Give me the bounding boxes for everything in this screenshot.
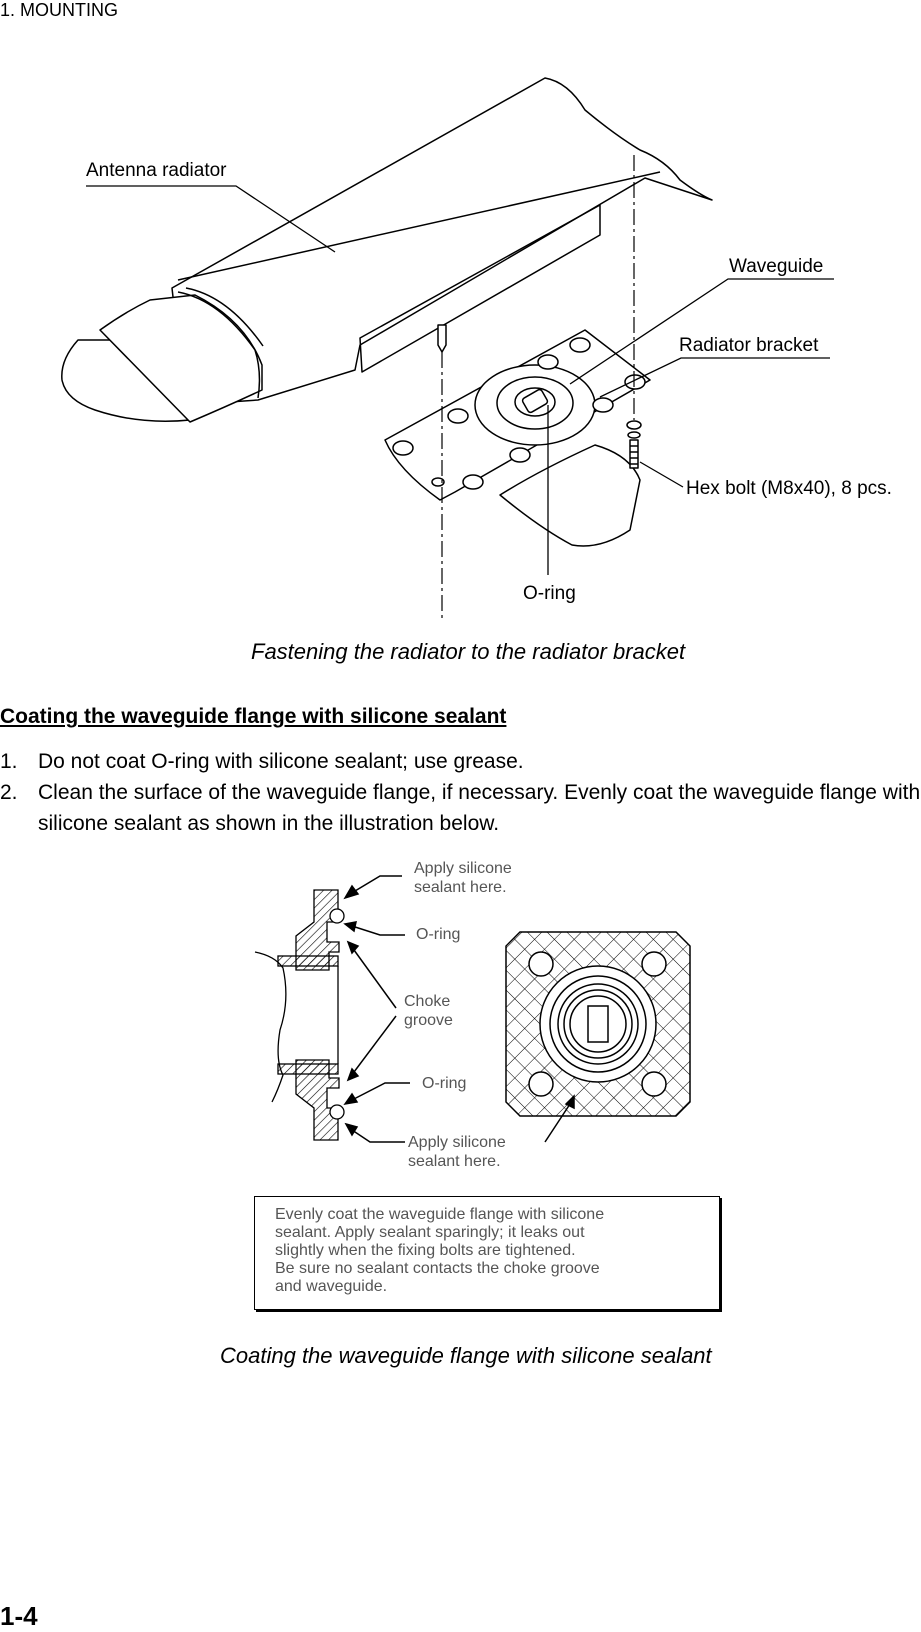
label-antenna-radiator: Antenna radiator: [86, 160, 227, 181]
arrow-choke-bottom: [354, 1016, 396, 1072]
step-2: [0, 777, 921, 839]
running-header: 1. MOUNTING: [0, 0, 119, 20]
label-apply-top-line1: Apply silicone: [414, 860, 512, 877]
step-2-text: Clean the surface of the waveguide flange, if necessary. Evenly coat the waveguide flange with silicone sealant as shown in the illustration below.: [38, 781, 921, 835]
arrow-o-ring-bottom: [352, 1083, 410, 1100]
label-apply-top: [414, 859, 512, 897]
o-ring-top-section: [330, 909, 344, 923]
note-line: slightly when the fixing bolts are tightened.: [275, 1242, 576, 1259]
note-box: [254, 1196, 720, 1310]
label-o-ring-top: O-ring: [416, 926, 461, 943]
radiator-mounting-illustration: [0, 0, 921, 640]
step-1-text: Do not coat O-ring with silicone sealant; use grease.: [38, 750, 524, 773]
label-o-ring: O-ring: [523, 583, 576, 604]
note-text: [275, 1206, 705, 1296]
label-apply-bottom: [408, 1133, 506, 1171]
step-2-number: 2.: [0, 781, 18, 804]
label-choke-line1: Choke: [404, 993, 451, 1010]
label-o-ring-bottom: O-ring: [422, 1075, 467, 1092]
arrow-o-ring-top: [352, 926, 405, 935]
label-choke-groove: [404, 992, 453, 1030]
note-line: and waveguide.: [275, 1278, 388, 1295]
section-title: Coating the waveguide flange with silicone sealant: [0, 705, 507, 728]
leader-hex-bolt: [640, 462, 683, 487]
arrow-choke-top: [354, 950, 396, 1008]
step-1: [0, 746, 921, 777]
hex-bolt: [627, 421, 641, 468]
label-apply-bottom-line2: sealant here.: [408, 1153, 501, 1170]
arrow-apply-top: [350, 876, 402, 894]
label-waveguide: Waveguide: [729, 256, 824, 277]
o-ring-bottom-section: [330, 1105, 344, 1119]
label-hex-bolt: Hex bolt (M8x40), 8 pcs.: [686, 478, 892, 499]
figure2-caption: Coating the waveguide flange with silicone sealant: [220, 1343, 712, 1368]
label-choke-line2: groove: [404, 1012, 453, 1029]
arrow-apply-bottom: [352, 1130, 405, 1142]
note-line: sealant. Apply sealant sparingly; it leaks out: [275, 1224, 585, 1241]
note-line: Evenly coat the waveguide flange with silicone: [275, 1206, 605, 1223]
label-radiator-bracket: Radiator bracket: [679, 335, 819, 356]
step-1-number: 1.: [0, 750, 18, 773]
figure1-caption: Fastening the radiator to the radiator bracket: [251, 639, 686, 664]
label-apply-bottom-line1: Apply silicone: [408, 1134, 506, 1151]
note-line: Be sure no sealant contacts the choke groove: [275, 1260, 600, 1277]
page-number: 1-4: [0, 1601, 38, 1631]
label-apply-top-line2: sealant here.: [414, 879, 507, 896]
